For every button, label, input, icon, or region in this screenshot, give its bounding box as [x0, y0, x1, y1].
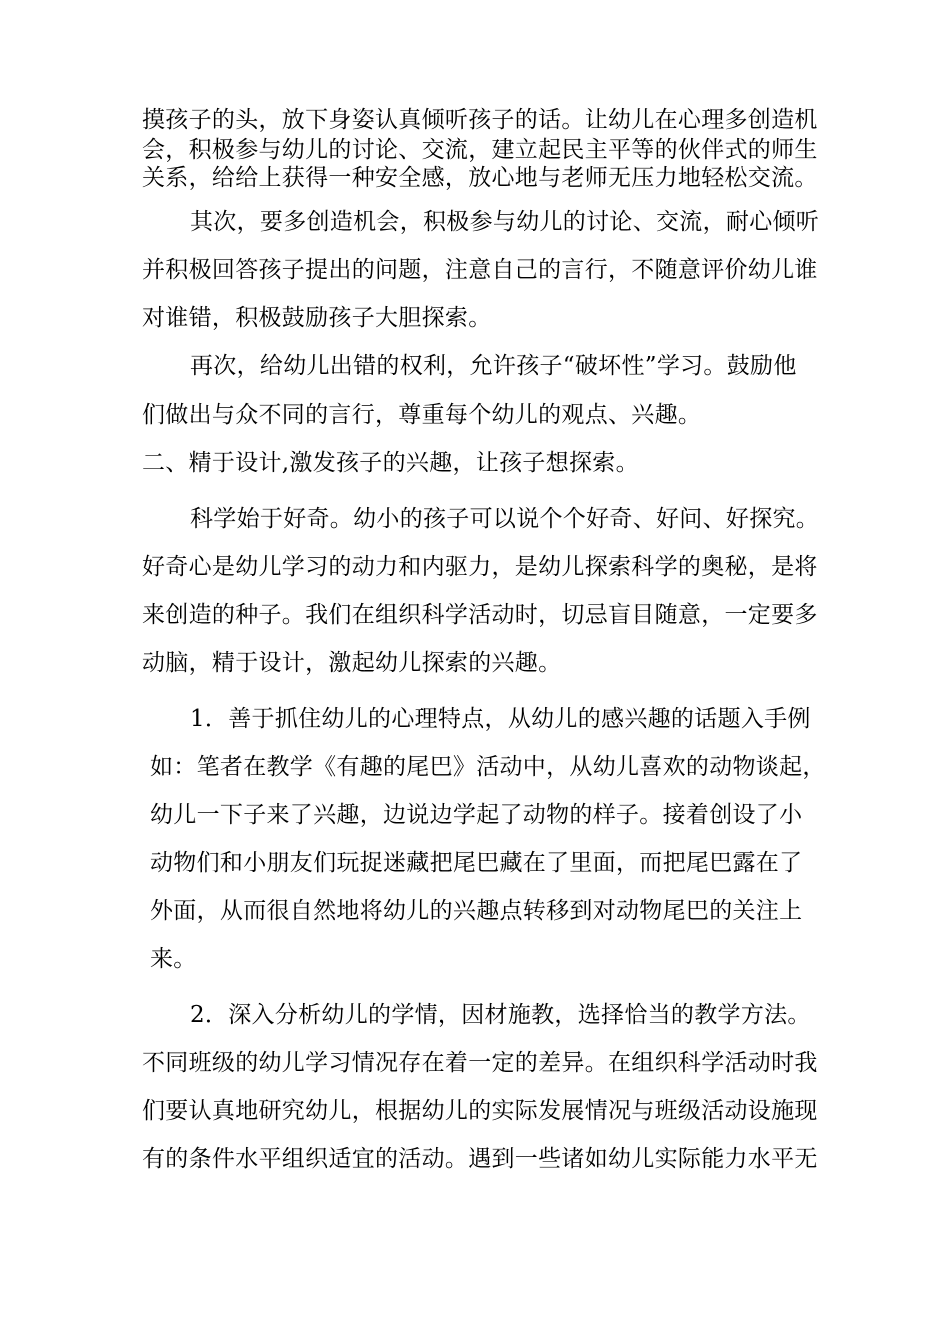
text-line: 对谁错，积极鼓励孩子大胆探索。 — [142, 305, 492, 331]
text-line: 不同班级的幼儿学习情况存在着一定的差异。在组织科学活动时我 — [142, 1050, 818, 1076]
list-item-line: 幼儿一下子来了兴趣，边说边学起了动物的样子。接着创设了小 — [150, 802, 803, 828]
list-item-line: 外面，从而很自然地将幼儿的兴趣点转移到对动物尾巴的关注上 — [150, 898, 803, 924]
text-line: 们要认真地研究幼儿，根据幼儿的实际发展情况与班级活动设施现 — [142, 1098, 818, 1124]
list-item-line: 来。 — [150, 946, 197, 972]
section-heading: 二、精于设计,激发孩子的兴趣，让孩子想探索。 — [142, 450, 639, 476]
text-line: 好奇心是幼儿学习的动力和内驱力，是幼儿探索科学的奥秘，是将 — [142, 554, 818, 580]
list-item-line: 动物们和小朋友们玩捉迷藏把尾巴藏在了里面，而把尾巴露在了 — [150, 850, 803, 876]
text-line: 再次，给幼儿出错的权利，允许孩子“破坏性”学习。鼓励他 — [190, 353, 797, 379]
text-line: 会，积极参与幼儿的讨论、交流，建立起民主平等的伙伴式的师生 — [142, 137, 818, 163]
text-line: 有的条件水平组织适宜的活动。遇到一些诸如幼儿实际能力水平无 — [142, 1146, 818, 1172]
list-item-line: 2．深入分析幼儿的学情，因材施教，选择恰当的教学方法。 — [190, 1002, 811, 1028]
text-line: 关系，给给上获得一种安全感，放心地与老师无压力地轻松交流。 — [142, 165, 818, 191]
list-item-line: 如：笔者在教学《有趣的尾巴》活动中，从幼儿喜欢的动物谈起， — [150, 754, 826, 780]
text-line: 们做出与众不同的言行，尊重每个幼儿的观点、兴趣。 — [142, 402, 702, 428]
text-line: 来创造的种子。我们在组织科学活动时，切忌盲目随意，一定要多 — [142, 602, 818, 628]
list-item-line: 1．善于抓住幼儿的心理特点，从幼儿的感兴趣的话题入手例 — [190, 706, 811, 732]
text-line: 科学始于好奇。幼小的孩子可以说个个好奇、好问、好探究。 — [190, 506, 820, 532]
text-line: 并积极回答孩子提出的问题，注意自己的言行，不随意评价幼儿谁 — [142, 257, 818, 283]
text-line: 其次，要多创造机会，积极参与幼儿的讨论、交流，耐心倾听 — [190, 209, 820, 235]
text-line: 摸孩子的头，放下身姿认真倾听孩子的话。让幼儿在心理多创造机 — [142, 107, 818, 133]
text-line: 动脑，精于设计，激起幼儿探索的兴趣。 — [142, 650, 562, 676]
